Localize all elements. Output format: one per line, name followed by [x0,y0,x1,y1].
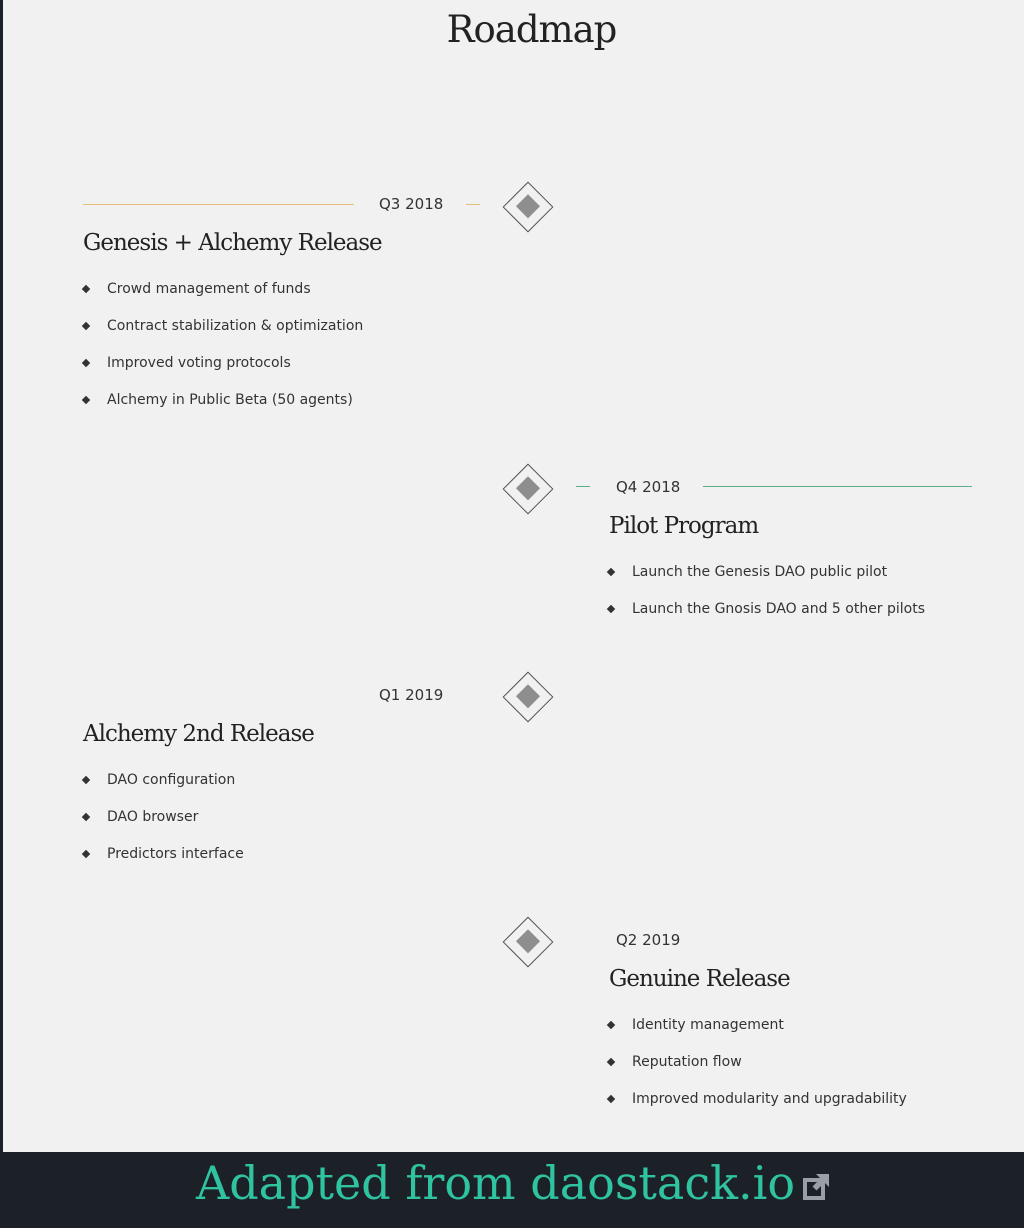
list-item: Reputation flow [606,1051,907,1088]
bullet-diamond-icon [82,776,90,784]
q4-2018-right-line [703,486,972,487]
milestone-list-q4-2018 [606,561,925,635]
list-item: Launch the Genesis DAO public pilot [606,561,925,598]
list-item: Crowd management of funds [81,278,363,315]
milestone-list-q3-2018 [81,278,363,426]
quarter-label-q1-2019: Q1 2019 [379,686,444,704]
list-item: DAO browser [81,806,244,843]
quarter-label-q3-2018: Q3 2018 [379,195,444,213]
roadmap-panel [3,0,1024,1152]
bullet-diamond-icon [82,359,90,367]
bullet-diamond-icon [607,1095,615,1103]
timeline-diamond-icon-q1-2019 [503,672,554,723]
footer-bar [0,1152,1024,1228]
timeline-diamond-icon-q4-2018 [503,464,554,515]
list-item: Improved voting protocols [81,352,363,389]
external-link-icon[interactable] [801,1172,831,1202]
bullet-diamond-icon [82,850,90,858]
milestone-list-q2-2019 [606,1014,907,1125]
list-item: Predictors interface [81,843,244,880]
bullet-diamond-icon [82,322,90,330]
bullet-diamond-icon [82,813,90,821]
bullet-diamond-icon [607,1021,615,1029]
bullet-diamond-icon [82,285,90,293]
list-item: Identity management [606,1014,907,1051]
q4-2018-connector [576,486,590,487]
milestone-heading-q2-2019: Genuine Release [609,966,790,992]
milestone-heading-q1-2019: Alchemy 2nd Release [83,721,314,747]
timeline-diamond-icon-q3-2018 [503,182,554,233]
quarter-label-q2-2019: Q2 2019 [616,931,681,949]
page-title: Roadmap [446,8,617,51]
timeline-diamond-icon-q2-2019 [503,917,554,968]
bullet-diamond-icon [82,396,90,404]
q3-2018-connector [466,204,480,205]
milestone-heading-q3-2018: Genesis + Alchemy Release [83,230,382,256]
milestone-heading-q4-2018: Pilot Program [609,513,759,539]
list-item: Alchemy in Public Beta (50 agents) [81,389,363,426]
bullet-diamond-icon [607,605,615,613]
bullet-diamond-icon [607,568,615,576]
list-item: Improved modularity and upgradability [606,1088,907,1125]
bullet-diamond-icon [607,1058,615,1066]
list-item: Contract stabilization & optimization [81,315,363,352]
q3-2018-left-line [83,204,354,205]
source-credit-link[interactable]: Adapted from daostack.io [196,1156,796,1210]
milestone-list-q1-2019 [81,769,244,880]
list-item: DAO configuration [81,769,244,806]
quarter-label-q4-2018: Q4 2018 [616,478,681,496]
list-item: Launch the Gnosis DAO and 5 other pilots [606,598,925,635]
